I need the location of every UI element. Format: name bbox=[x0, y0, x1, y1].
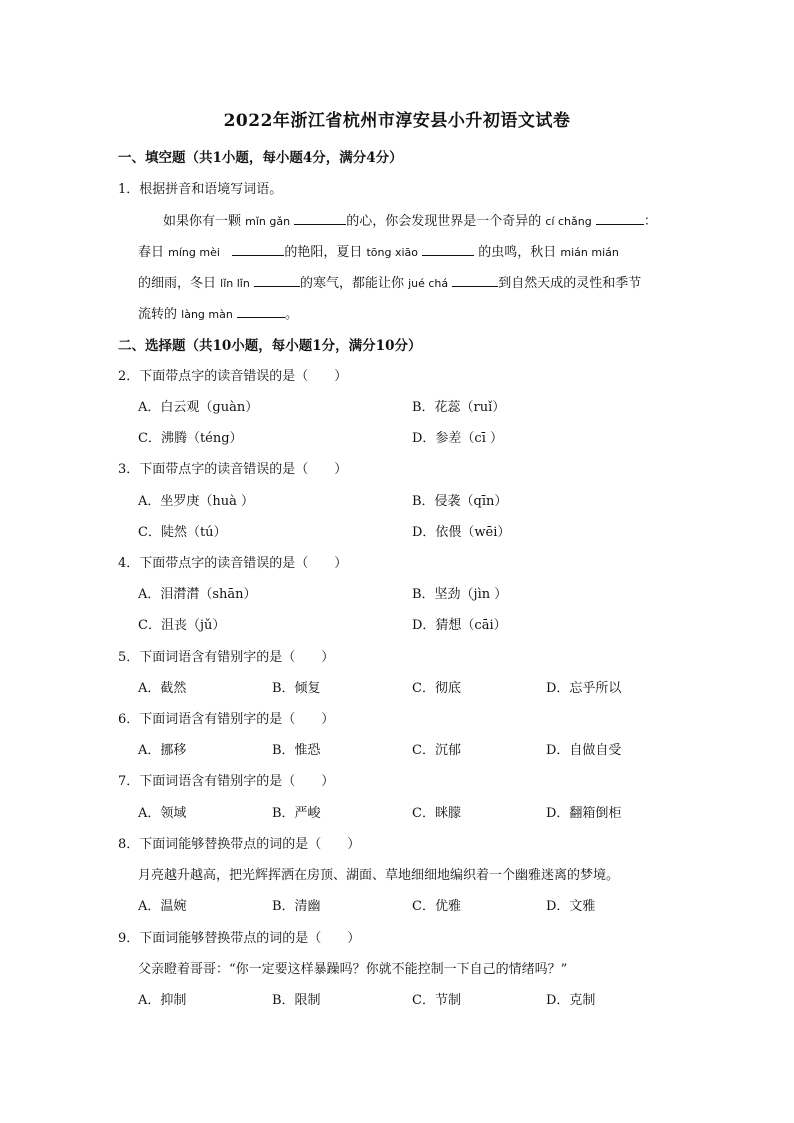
question-stem: 8．下面词能够替换带点的词的是（ ） bbox=[118, 837, 361, 852]
answer-blank[interactable] bbox=[232, 243, 284, 256]
option-b[interactable]: B．惟恐 bbox=[272, 743, 321, 758]
option-d[interactable]: D．克制 bbox=[546, 993, 596, 1008]
option-a[interactable]: A．白云观（ɡuàn） bbox=[138, 400, 259, 415]
option-b[interactable]: B．限制 bbox=[272, 993, 321, 1008]
pinyin: lǐn lǐn bbox=[220, 277, 250, 290]
option-b[interactable]: B．侵袭（qīn） bbox=[412, 494, 508, 509]
pinyin: cí chǎng bbox=[545, 215, 592, 228]
option-b[interactable]: B．坚劲（jìn ） bbox=[412, 587, 508, 602]
option-a[interactable]: A．坐罗庚（huà ） bbox=[138, 494, 255, 509]
question-stem: 2．下面带点字的读音错误的是（ ） bbox=[118, 369, 348, 384]
pinyin: làng màn bbox=[181, 308, 233, 321]
pinyin: tōng xiāo bbox=[366, 246, 418, 259]
answer-blank[interactable] bbox=[422, 243, 474, 256]
q1-line-1: 如果你有一颗 mǐn gǎn 的心，你会发现世界是一个奇异的 cí chǎng ： bbox=[163, 214, 657, 229]
answer-blank[interactable] bbox=[596, 212, 644, 225]
question-stem: 9．下面词能够替换带点的词的是（ ） bbox=[118, 931, 361, 946]
question-stem: 4．下面带点字的读音错误的是（ ） bbox=[118, 556, 348, 571]
option-c[interactable]: C．陡然（tú） bbox=[138, 525, 227, 540]
pinyin: jué chá bbox=[408, 277, 449, 290]
section2-heading: 二、选择题（共10小题，每小题1分，满分10分） bbox=[118, 338, 422, 354]
option-a[interactable]: A．泪潸潸（shān） bbox=[138, 587, 257, 602]
option-b[interactable]: B．倾复 bbox=[272, 681, 321, 696]
question-context: 父亲瞪着哥哥：“你一定要这样暴躁吗？你就不能控制一下自己的情绪吗？” bbox=[138, 962, 568, 977]
q1-line-2: 春日 míng mèi 的艳阳，夏日 tōng xiāo 的虫鸣，秋日 mián mián bbox=[138, 245, 619, 260]
option-c[interactable]: C．沸腾（téng） bbox=[138, 431, 243, 446]
option-d[interactable]: D．翻箱倒柜 bbox=[546, 806, 622, 821]
q1-stem: 1．根据拼音和语境写词语。 bbox=[118, 182, 283, 197]
option-a[interactable]: A．领域 bbox=[138, 806, 187, 821]
option-d[interactable]: D．参差（cī ） bbox=[412, 431, 503, 446]
option-c[interactable]: C．沮丧（jǔ） bbox=[138, 618, 226, 633]
section1-heading: 一、填空题（共1小题，每小题4分，满分4分） bbox=[118, 150, 403, 166]
pinyin: mián mián bbox=[560, 246, 619, 259]
q1-line-3: 的细雨，冬日 lǐn lǐn 的寒气，都能让你 jué chá 到自然天成的灵性和季节 bbox=[138, 276, 642, 291]
option-b[interactable]: B．花蕊（ruǐ） bbox=[412, 400, 506, 415]
option-c[interactable]: C．优雅 bbox=[412, 899, 461, 914]
question-context: 月亮越升越高，把光辉挥洒在房顶、湖面、草地细细地编织着一个幽雅迷离的梦境。 bbox=[138, 868, 620, 883]
pinyin: mǐn gǎn bbox=[245, 215, 291, 228]
option-d[interactable]: D．自做自受 bbox=[546, 743, 622, 758]
question-stem: 6．下面词语含有错别字的是（ ） bbox=[118, 712, 335, 727]
option-d[interactable]: D．文雅 bbox=[546, 899, 596, 914]
q1-line-4: 流转的 làng màn 。 bbox=[138, 307, 298, 322]
question-stem: 5．下面词语含有错别字的是（ ） bbox=[118, 650, 335, 665]
answer-blank[interactable] bbox=[254, 274, 300, 287]
answer-blank[interactable] bbox=[452, 274, 498, 287]
question-stem: 7．下面词语含有错别字的是（ ） bbox=[118, 774, 335, 789]
pinyin: míng mèi bbox=[168, 246, 220, 259]
option-c[interactable]: C．彻底 bbox=[412, 681, 461, 696]
option-b[interactable]: B．清幽 bbox=[272, 899, 321, 914]
option-c[interactable]: C．沉郁 bbox=[412, 743, 461, 758]
option-d[interactable]: D．依偎（wēi） bbox=[412, 525, 511, 540]
option-d[interactable]: D．忘乎所以 bbox=[546, 681, 622, 696]
option-a[interactable]: A．截然 bbox=[138, 681, 187, 696]
answer-blank[interactable] bbox=[237, 305, 285, 318]
question-stem: 3．下面带点字的读音错误的是（ ） bbox=[118, 462, 348, 477]
option-d[interactable]: D．猜想（cāi） bbox=[412, 618, 507, 633]
exam-title: 2022年浙江省杭州市淳安县小升初语文试卷 bbox=[223, 111, 571, 131]
option-c[interactable]: C．节制 bbox=[412, 993, 461, 1008]
option-a[interactable]: A．挪移 bbox=[138, 743, 187, 758]
answer-blank[interactable] bbox=[294, 212, 346, 225]
option-b[interactable]: B．严峻 bbox=[272, 806, 321, 821]
option-a[interactable]: A．温婉 bbox=[138, 899, 187, 914]
option-c[interactable]: C．眯朦 bbox=[412, 806, 461, 821]
option-a[interactable]: A．抑制 bbox=[138, 993, 187, 1008]
